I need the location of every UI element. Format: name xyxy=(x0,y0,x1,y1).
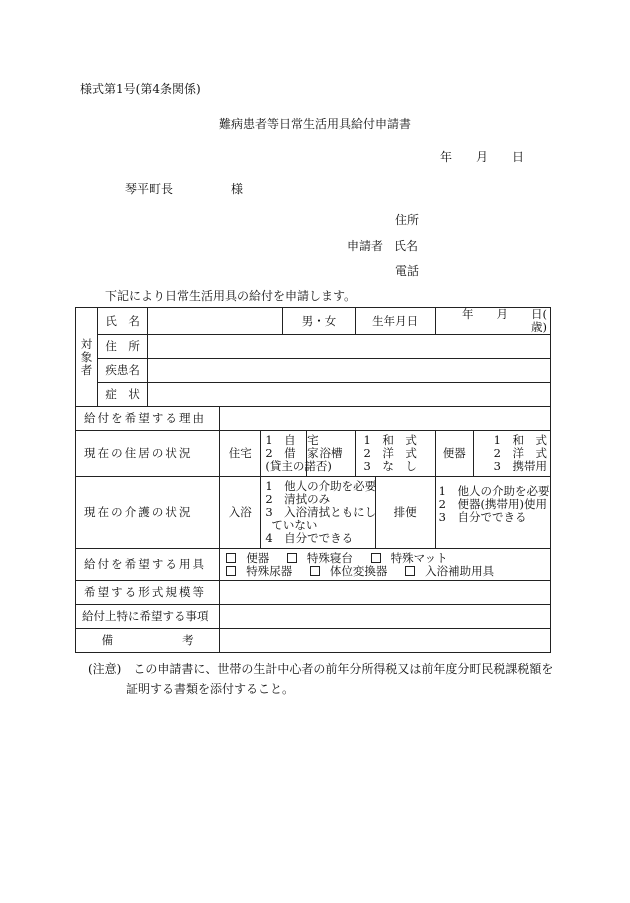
name-field[interactable] xyxy=(148,308,283,335)
applicant-label: 申請者 xyxy=(347,239,384,253)
toilet-option-3[interactable]: 3 携帯用 xyxy=(493,459,547,473)
bathing-option-2[interactable]: 2 清拭のみ xyxy=(265,492,331,506)
subject-label: 対 象 者 xyxy=(76,308,98,407)
checkbox-icon[interactable] xyxy=(287,553,297,563)
bath-label: 浴槽 xyxy=(307,431,355,477)
bath-option-3[interactable]: 3 な し xyxy=(363,459,417,473)
equip-bath-aid[interactable]: 入浴補助用具 xyxy=(405,565,494,578)
equip-special-mat[interactable]: 特殊マット xyxy=(371,552,448,565)
note-line-2: 証明する書類を添付すること。 xyxy=(126,682,295,696)
toilet-label: 便器 xyxy=(435,431,473,477)
checkbox-icon[interactable] xyxy=(371,553,381,563)
checkbox-icon[interactable] xyxy=(310,566,320,576)
equipment-options[interactable] xyxy=(220,549,551,581)
checkbox-icon[interactable] xyxy=(405,566,415,576)
bathing-label: 入浴 xyxy=(220,477,261,549)
application-table xyxy=(75,307,559,653)
dob-label: 生年月日 xyxy=(355,308,435,335)
disease-label: 疾患名 xyxy=(98,359,148,383)
spec-label: 希望する形式規模等 xyxy=(76,581,220,605)
date-year: 年 xyxy=(440,150,453,164)
housing-option-2[interactable]: 2 借 家 xyxy=(265,446,319,460)
bath-options[interactable] xyxy=(355,431,435,477)
equip-position-changer[interactable]: 体位変換器 xyxy=(310,565,388,578)
form-number: 様式第1号(第4条関係) xyxy=(80,82,201,96)
checkbox-icon[interactable] xyxy=(226,553,236,563)
applicant-name-label: 氏名 xyxy=(394,239,419,253)
addressee xyxy=(125,180,243,197)
date-line xyxy=(440,148,524,165)
name-label: 氏 名 xyxy=(98,308,148,335)
toilet-options[interactable] xyxy=(473,431,550,477)
housing-type-label: 住宅 xyxy=(220,431,261,477)
excretion-option-2[interactable]: 2 便器(携帯用)使用 xyxy=(438,497,547,511)
symptom-label: 症 状 xyxy=(98,383,148,407)
bath-option-1[interactable]: 1 和 式 xyxy=(363,433,417,447)
addressee-name: 琴平町長 xyxy=(125,182,174,196)
sex-field[interactable]: 男・女 xyxy=(283,308,355,335)
addressee-honorific: 様 xyxy=(231,182,244,196)
special-request-field[interactable] xyxy=(220,605,551,629)
dob-field[interactable]: 年 月 日( 歳) xyxy=(435,308,550,335)
date-day: 日 xyxy=(512,150,525,164)
bathing-option-3-cont: ていない xyxy=(271,518,318,532)
toilet-option-1[interactable]: 1 和 式 xyxy=(493,433,547,447)
toilet-option-2[interactable]: 2 洋 式 xyxy=(493,446,547,460)
excretion-label: 排便 xyxy=(375,477,435,549)
remarks-label: 備 考 xyxy=(76,629,220,653)
reason-field[interactable] xyxy=(220,407,551,431)
date-month: 月 xyxy=(476,150,489,164)
note-line-1: (注意) この申請書に、世帯の生計中心者の前年分所得税又は前年度分町民税課税額を xyxy=(88,662,554,676)
symptom-field[interactable] xyxy=(148,383,551,407)
reason-label: 給付を希望する理由 xyxy=(76,407,220,431)
disease-field[interactable] xyxy=(148,359,551,383)
spec-field[interactable] xyxy=(220,581,551,605)
landlord-consent: (貸主の諾否) xyxy=(265,459,332,473)
applicant-name-line xyxy=(347,237,418,254)
excretion-options[interactable] xyxy=(435,477,550,549)
address-field[interactable] xyxy=(148,335,551,359)
bath-option-2[interactable]: 2 洋 式 xyxy=(363,446,417,460)
excretion-option-3[interactable]: 3 自分でできる xyxy=(438,510,527,524)
equip-special-bed[interactable]: 特殊寝台 xyxy=(287,552,353,565)
excretion-option-1[interactable]: 1 他人の介助を必要 xyxy=(438,484,550,498)
remarks-field[interactable] xyxy=(220,629,551,653)
bathing-option-3[interactable]: 3 入浴清拭ともにし xyxy=(265,505,377,519)
document-title: 難病患者等日常生活用具給付申請書 xyxy=(218,117,411,131)
special-request-label: 給付上特に希望する事項 xyxy=(76,605,220,629)
bathing-option-1[interactable]: 1 他人の介助を必要 xyxy=(265,479,377,493)
equip-urinal[interactable]: 特殊尿器 xyxy=(226,565,292,578)
housing-label: 現在の住居の状況 xyxy=(76,431,220,477)
equipment-label: 給付を希望する用具 xyxy=(76,549,220,581)
bathing-options[interactable] xyxy=(261,477,375,549)
address-label: 住 所 xyxy=(98,335,148,359)
care-label: 現在の介護の状況 xyxy=(76,477,220,549)
bathing-option-4[interactable]: 4 自分でできる xyxy=(265,531,354,545)
applicant-tel-label: 電話 xyxy=(395,264,420,278)
checkbox-icon[interactable] xyxy=(226,566,236,576)
equip-toilet[interactable]: 便器 xyxy=(226,552,269,565)
intro-text: 下記により日常生活用具の給付を申請します。 xyxy=(105,289,357,303)
housing-option-1[interactable]: 1 自 宅 xyxy=(265,433,319,447)
applicant-address-label: 住所 xyxy=(395,213,420,227)
